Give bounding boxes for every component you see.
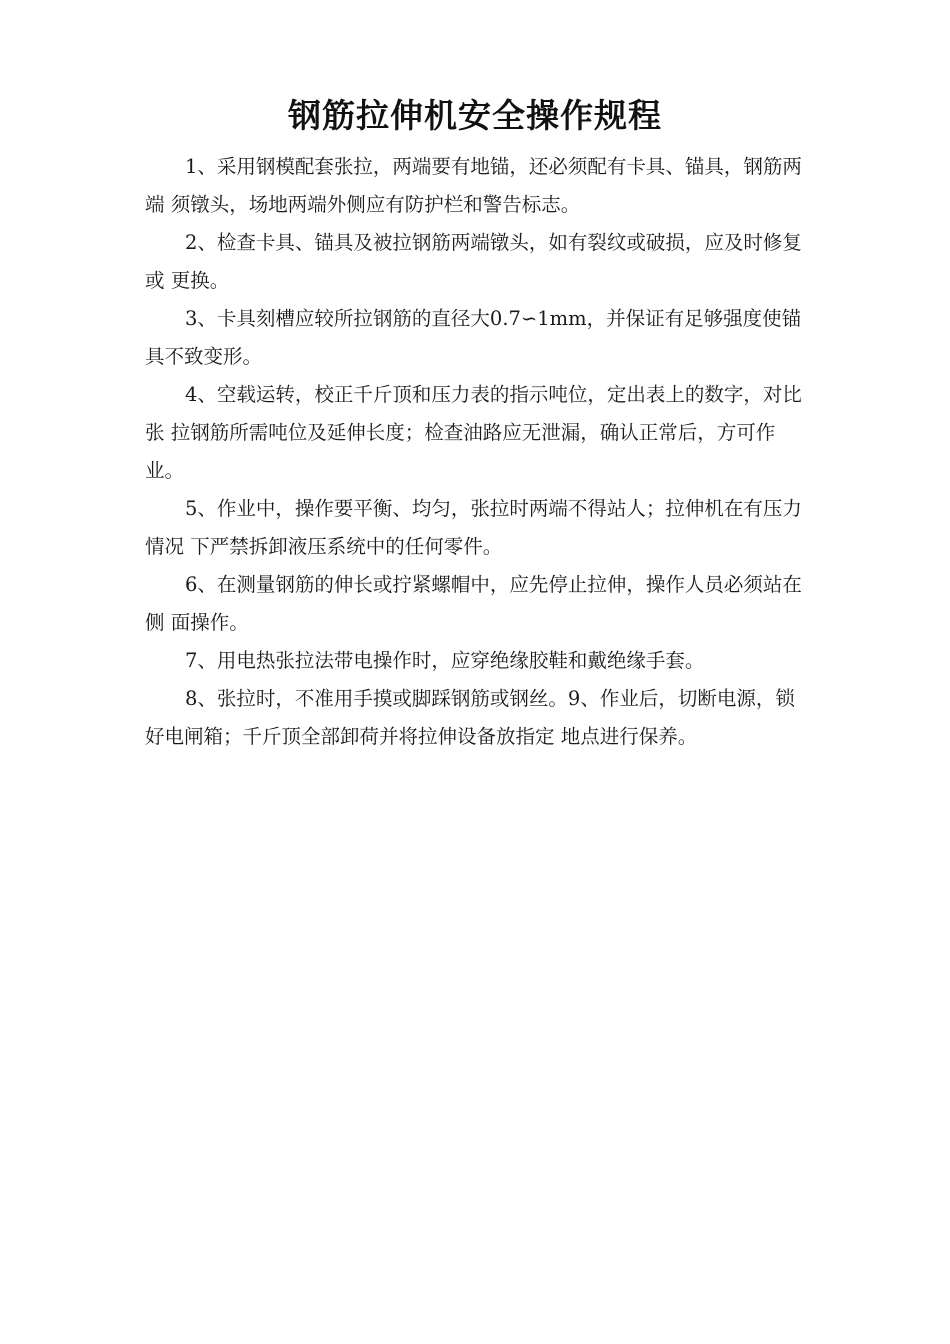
rule-item-3: 3、卡具刻槽应较所拉钢筋的直径大0.7∽1mm，并保证有足够强度使锚具不致变形。 [145,307,802,368]
rule-item-6: 6、在测量钢筋的伸长或拧紧螺帽中，应先停止拉伸，操作人员必须站在侧 面操作。 [145,573,802,634]
document-body [145,148,807,756]
rule-item-4: 4、空载运转，校正千斤顶和压力表的指示吨位，定出表上的数字，对比张 拉钢筋所需吨位及延伸长度；检查油路应无泄漏，确认正常后，方可作业。 [145,383,802,482]
rule-item-8: 8、张拉时，不准用手摸或脚踩钢筋或钢丝。9、作业后，切断电源，锁好电闸箱；千斤顶全部卸荷并将拉伸设备放指定 地点进行保养。 [145,687,795,748]
rule-item-5: 5、作业中，操作要平衡、均匀，张拉时两端不得站人；拉伸机在有压力情况 下严禁拆卸液压系统中的任何零件。 [145,497,802,558]
rule-item-1: 1、采用钢模配套张拉，两端要有地锚，还必须配有卡具、锚具，钢筋两端 须镦头，场地两端外侧应有防护栏和警告标志。 [145,155,802,216]
rule-item-7: 7、用电热张拉法带电操作时，应穿绝缘胶鞋和戴绝缘手套。 [185,649,705,672]
document-title: 钢筋拉伸机安全操作规程 [288,96,662,135]
rule-item-2: 2、检查卡具、锚具及被拉钢筋两端镦头，如有裂纹或破损，应及时修复或 更换。 [145,231,802,292]
